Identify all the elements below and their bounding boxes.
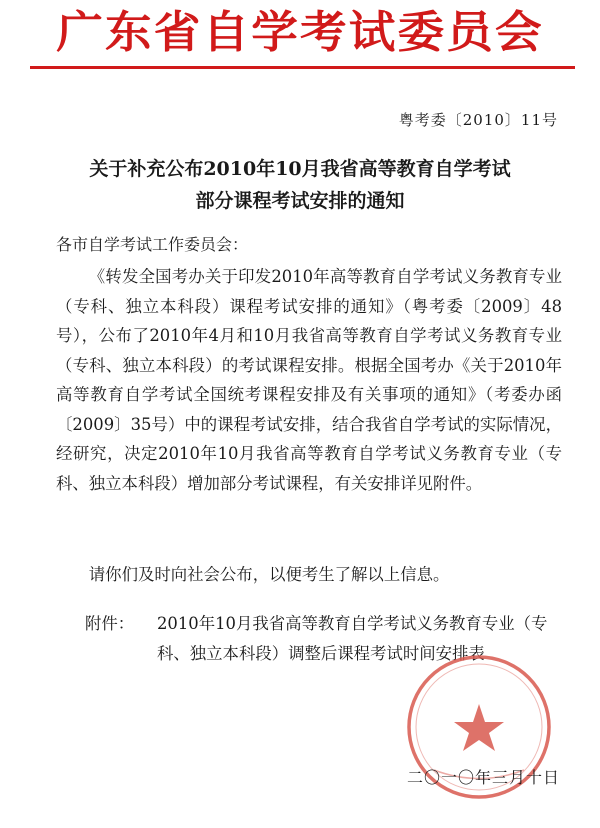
attachment-label: 附件： [85,614,135,633]
body-paragraph-1: 《转发全国考办关于印发2010年高等教育自学考试义务教育专业（专科、独立本科段）课程考试安排的通知》（粤考委〔2009〕48号），公布了2010年4月和10月我省高等教育自学考试义务教育专业（专科、独立本科段）的考试课程安排。根据全国考办《关于2010年高等教育自学考试全国统考课程安排及有关事项的通知》（考委办函〔2009〕35号）中的课程考试安排，结合我省自学考试的实际情况，经研究，决定2010年10月我省高等教育自学考试义务教育专业（专科、独立本科段）增加部分考试课程，有关安排详见附件。 [56,267,562,493]
body-paragraph-2: 请你们及时向社会公布，以便考生了解以上信息。 [88,565,450,584]
letterhead-title: 广东省自学考试委员会 [56,7,544,58]
letterhead-divider [30,66,575,69]
document-number: 粤考委〔2010〕11号 [398,111,558,129]
recipient-salutation: 各市自学考试工作委员会： [56,235,249,254]
issue-date: 二〇一〇年三月十日 [406,768,560,787]
document-title-line-1: 关于补充公布2010年10月我省高等教育自学考试 [89,158,511,180]
document-title-line-2: 部分课程考试安排的通知 [195,190,405,212]
attachment-description: 2010年10月我省高等教育自学考试义务教育专业（专科、独立本科段）调整后课程考试时间安排表 [157,614,548,663]
